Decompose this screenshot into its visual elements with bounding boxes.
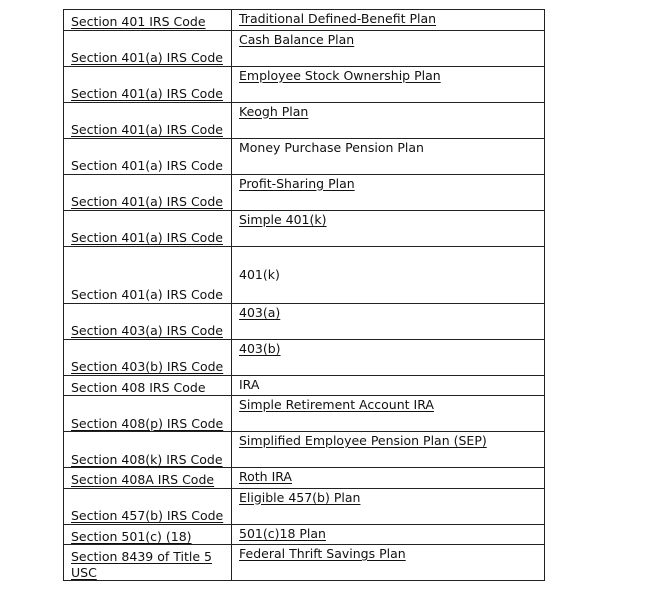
plan-name-cell	[232, 174, 545, 210]
irs-code-cell	[64, 246, 232, 303]
plan-name-cell	[232, 210, 545, 246]
irs-code-cell	[64, 468, 232, 489]
plan-name-link[interactable]: Roth IRA	[239, 469, 292, 484]
plan-name-link[interactable]: Keogh Plan	[239, 103, 309, 119]
irs-code-link[interactable]: Section 501(c) (18)	[71, 528, 192, 544]
irs-code-cell	[64, 432, 232, 468]
plan-name-link[interactable]: Simple 401(k)	[239, 211, 327, 227]
plan-name-cell	[232, 488, 545, 524]
irs-code-text: Section 401(a) IRS Code	[71, 158, 223, 173]
irs-code-cell	[64, 396, 232, 432]
plan-name-cell	[232, 375, 545, 396]
plan-name-cell	[232, 339, 545, 375]
plan-name-link[interactable]: Eligible 457(b) Plan	[239, 489, 361, 505]
irs-code-text: Section 401(a) IRS Code	[71, 287, 223, 302]
table-row	[64, 138, 545, 174]
irs-code-cell	[64, 303, 232, 339]
irs-code-link[interactable]: Section 401(a) IRS Code	[71, 50, 223, 65]
plan-name-link[interactable]: Profit-Sharing Plan	[239, 175, 355, 191]
plan-name-link[interactable]: Simplified Employee Pension Plan (SEP)	[239, 433, 487, 448]
irs-code-cell	[64, 545, 232, 581]
irs-code-cell	[64, 339, 232, 375]
irs-code-cell	[64, 66, 232, 102]
plan-name-cell	[232, 432, 545, 468]
irs-code-cell	[64, 210, 232, 246]
irs-code-link[interactable]: Section 457(b) IRS Code	[71, 508, 224, 523]
irs-code-link[interactable]: Section 403(a) IRS Code	[71, 323, 223, 338]
plan-name-cell	[232, 246, 545, 303]
table-row	[64, 488, 545, 524]
plan-name-cell	[232, 524, 545, 545]
table-row	[64, 468, 545, 489]
irs-code-plans-table	[63, 9, 545, 581]
plan-name-link[interactable]: 501(c)18 Plan	[239, 525, 326, 541]
plan-name-link[interactable]: Cash Balance Plan	[239, 31, 355, 47]
table-row	[64, 102, 545, 138]
table-row	[64, 432, 545, 468]
plan-name-cell	[232, 468, 545, 489]
plan-name-cell	[232, 66, 545, 102]
irs-code-cell	[64, 524, 232, 545]
irs-code-cell	[64, 10, 232, 31]
plan-name-cell	[232, 303, 545, 339]
plan-name-link[interactable]: 403(a)	[239, 304, 281, 320]
irs-code-link[interactable]: Section 408(p) IRS Code	[71, 415, 224, 431]
plan-name-link[interactable]: 403(b)	[239, 340, 281, 356]
irs-code-link[interactable]: Section 403(b) IRS Code	[71, 359, 224, 374]
table-row	[64, 10, 545, 31]
irs-code-link[interactable]: Section 401(a) IRS Code	[71, 194, 223, 209]
plan-name-cell	[232, 30, 545, 66]
table-row	[64, 524, 545, 545]
plan-name-link[interactable]: Federal Thrift Savings Plan	[239, 546, 406, 561]
table-row	[64, 174, 545, 210]
irs-code-cell	[64, 30, 232, 66]
table-row	[64, 339, 545, 375]
table-row	[64, 246, 545, 303]
irs-code-link[interactable]: Section 401(a) IRS Code	[71, 122, 223, 137]
plan-name-text: Money Purchase Pension Plan	[239, 139, 424, 155]
irs-code-link[interactable]: Section 401(a) IRS Code	[71, 86, 223, 101]
table-body	[64, 10, 545, 581]
irs-code-text: Section 408 IRS Code	[71, 379, 206, 395]
table-row	[64, 210, 545, 246]
irs-code-cell	[64, 138, 232, 174]
irs-code-cell	[64, 102, 232, 138]
plan-name-cell	[232, 102, 545, 138]
table-row	[64, 545, 545, 581]
plan-name-text: IRA	[239, 376, 260, 392]
table-row	[64, 66, 545, 102]
irs-code-link[interactable]: Section 408(k) IRS Code	[71, 451, 223, 467]
plan-name-link[interactable]: Traditional Defined-Benefit Plan	[239, 11, 437, 26]
irs-code-link[interactable]: Section 401(a) IRS Code	[71, 230, 223, 245]
plan-name-cell	[232, 138, 545, 174]
plan-name-cell	[232, 396, 545, 432]
plan-name-link[interactable]: Simple Retirement Account IRA	[239, 397, 434, 412]
plan-name-cell	[232, 10, 545, 31]
table-row	[64, 30, 545, 66]
plan-name-cell	[232, 545, 545, 581]
plan-name-text: 401(k)	[239, 267, 280, 283]
irs-code-cell	[64, 488, 232, 524]
table-row	[64, 303, 545, 339]
irs-code-cell	[64, 174, 232, 210]
plan-name-link[interactable]: Employee Stock Ownership Plan	[239, 67, 441, 83]
table-row	[64, 375, 545, 396]
irs-code-link[interactable]: Section 408A IRS Code	[71, 472, 215, 487]
table-row	[64, 396, 545, 432]
irs-code-link[interactable]: Section 401 IRS Code	[71, 14, 206, 29]
irs-code-link[interactable]: Section 8439 of Title 5 USC	[71, 549, 212, 580]
irs-code-cell	[64, 375, 232, 396]
